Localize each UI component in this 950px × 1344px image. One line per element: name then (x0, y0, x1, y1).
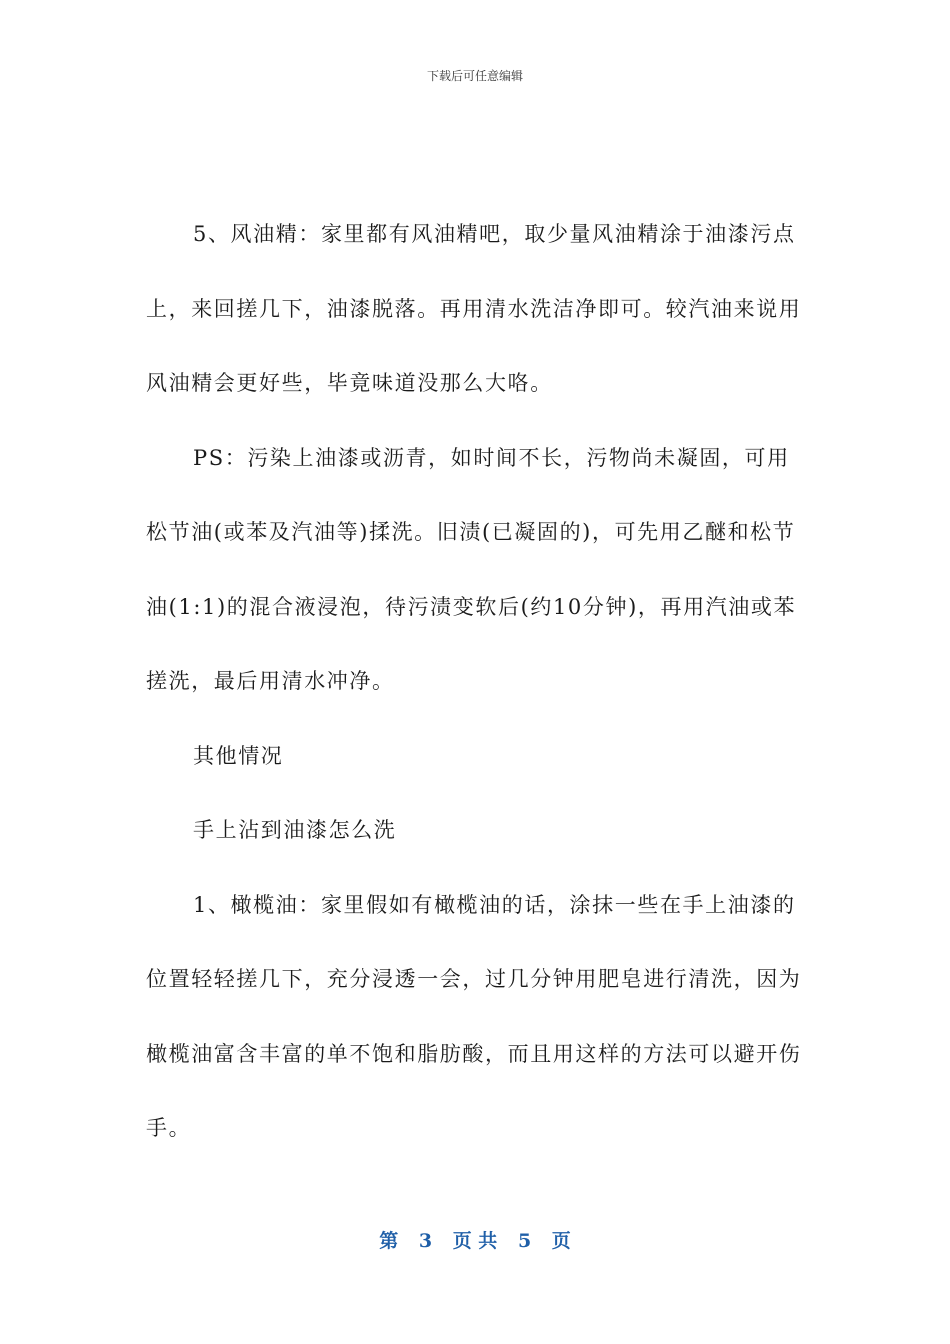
footer-label-end: 页 (551, 1230, 571, 1252)
paragraph-ps-note: PS：污染上油漆或沥青，如时间不长，污物尚未凝固，可用松节油(或苯及汽油等)揉洗。旧渍(已凝固的)，可先用乙醚和松节油(1:1)的混合液浸泡，待污渍变软后(约10分钟)，再用汽油或苯搓洗，最后用清水冲净。 (146, 445, 797, 693)
page-header-note: 下载后可任意编辑 (426, 69, 523, 83)
section-heading-other-cases: 其他情况 (193, 743, 284, 768)
paragraph-fengyoujing: 5、风油精：家里都有风油精吧，取少量风油精涂于油漆污点上，来回搓几下，油漆脱落。再用清水洗洁净即可。较汽油来说用风油精会更好些，毕竟味道没那么大咯。 (146, 222, 802, 395)
page-footer (0, 1226, 950, 1253)
footer-label-total: 页 共 (452, 1230, 498, 1252)
footer-current-page: 3 (418, 1230, 433, 1252)
footer-total-pages: 5 (517, 1230, 532, 1252)
subheading-hand-paint: 手上沾到油漆怎么洗 (193, 818, 397, 842)
footer-label-page: 第 (379, 1230, 399, 1252)
paragraph-olive-oil: 1、橄榄油：家里假如有橄榄油的话，涂抹一些在手上油漆的位置轻轻搓几下，充分浸透一会，过几分钟用肥皂进行清洗，因为橄榄油富含丰富的单不饱和脂肪酸，而且用这样的方法可以避开伤手。 (146, 892, 802, 1140)
document-body (146, 197, 806, 1166)
